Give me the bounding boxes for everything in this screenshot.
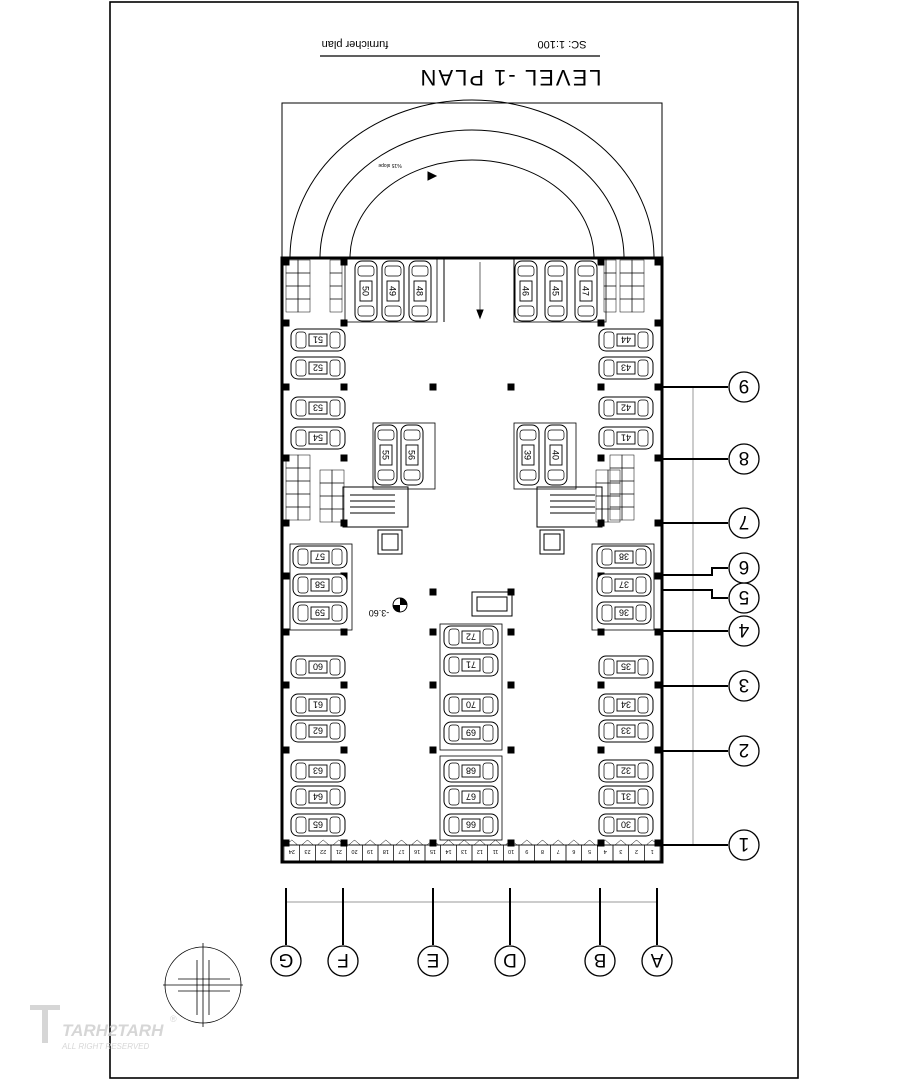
parking-number: 69 <box>465 727 477 738</box>
parking-number: 65 <box>312 819 324 830</box>
parking-number: 30 <box>620 819 632 830</box>
storage-number: 21 <box>335 848 342 854</box>
parking-number: 72 <box>465 631 477 642</box>
parking-space-40 <box>545 425 567 485</box>
storage-number: 14 <box>445 848 452 854</box>
watermark-brand: TARH2TARH <box>62 1021 164 1040</box>
parking-space-55 <box>375 425 397 485</box>
parking-number: 40 <box>550 449 561 461</box>
parking-space-45 <box>545 261 567 321</box>
svg-text:6: 6 <box>738 556 750 577</box>
parking-space-63 <box>291 760 345 782</box>
storage-room-14 <box>441 840 457 861</box>
parking-number: 37 <box>618 579 630 590</box>
parking-number: 67 <box>465 791 477 802</box>
parking-number: 41 <box>620 432 632 443</box>
plan-subtitle: furnicher plan <box>321 38 389 50</box>
svg-text:4: 4 <box>738 619 750 640</box>
storage-room-5 <box>582 840 598 861</box>
parking-space-50 <box>355 261 377 321</box>
parking-space-48 <box>409 261 431 321</box>
parking-space-32 <box>599 760 653 782</box>
parking-number: 39 <box>522 449 533 461</box>
parking-space-43 <box>599 357 653 379</box>
parking-space-33 <box>599 720 653 742</box>
watermark-logo <box>30 1005 177 1051</box>
parking-number: 50 <box>360 285 371 297</box>
parking-number: 31 <box>620 791 632 802</box>
parking-space-62 <box>291 720 345 742</box>
storage-number: 1 <box>650 848 654 854</box>
storage-room-12 <box>472 840 488 861</box>
storage-room-13 <box>456 840 472 861</box>
parking-space-61 <box>291 694 345 716</box>
svg-text:5: 5 <box>738 586 750 607</box>
parking-number: 36 <box>618 607 630 618</box>
parking-space-37 <box>597 574 651 596</box>
storage-number: 17 <box>398 848 405 854</box>
parking-space-34 <box>599 694 653 716</box>
parking-space-57 <box>293 546 347 568</box>
grid-axis-3 <box>662 671 759 701</box>
parking-number: 64 <box>312 791 324 802</box>
grid-axis-A <box>642 888 672 976</box>
sheet-border <box>110 2 798 1078</box>
parking-space-35 <box>599 656 653 678</box>
storage-number: 12 <box>476 848 483 854</box>
parking-space-31 <box>599 786 653 808</box>
svg-text:F: F <box>337 949 349 970</box>
parking-space-68 <box>444 760 498 782</box>
light-shaft <box>472 592 512 616</box>
storage-room-9 <box>519 840 535 861</box>
parking-space-53 <box>291 397 345 419</box>
storage-number: 24 <box>288 848 295 854</box>
svg-text:3: 3 <box>738 674 750 695</box>
stair-core-left <box>343 487 408 554</box>
parking-number: 43 <box>620 362 632 373</box>
parking-space-41 <box>599 427 653 449</box>
parking-number: 61 <box>312 699 324 710</box>
parking-number: 55 <box>380 449 391 461</box>
storage-number: 4 <box>603 848 607 854</box>
grid-axis-B <box>585 888 615 976</box>
storage-room-7 <box>550 840 566 861</box>
storage-room-20 <box>347 840 363 861</box>
watermark-tagline: ALL RIGHT RESERVED <box>62 1042 150 1051</box>
parking-space-59 <box>293 602 347 624</box>
storage-number: 9 <box>525 848 529 854</box>
grid-axis-9 <box>662 372 759 402</box>
storage-room-8 <box>535 840 551 861</box>
parking-space-56 <box>401 425 423 485</box>
parking-number: 70 <box>465 699 477 710</box>
parking-number: 68 <box>465 765 477 776</box>
storage-room-19 <box>362 840 378 861</box>
parking-space-72 <box>444 626 498 648</box>
parking-space-44 <box>599 329 653 351</box>
storage-number: 8 <box>540 848 545 854</box>
parking-space-49 <box>382 261 404 321</box>
parking-number: 71 <box>465 659 477 670</box>
storage-number: 18 <box>382 848 389 854</box>
parking-space-54 <box>291 427 345 449</box>
grid-axis-F <box>328 888 358 976</box>
grid-axis-E <box>418 888 448 976</box>
ramp-slope-label: %15 slope <box>378 162 402 168</box>
storage-room-23 <box>300 840 316 861</box>
parking-space-47 <box>575 261 597 321</box>
parking-space-52 <box>291 357 345 379</box>
parking-space-38 <box>597 546 651 568</box>
storage-number: 22 <box>320 848 327 854</box>
storage-room-2 <box>629 840 645 861</box>
parking-space-42 <box>599 397 653 419</box>
svg-text:D: D <box>503 949 517 970</box>
watermark-mark: ® <box>170 1014 177 1024</box>
svg-text:7: 7 <box>738 511 750 532</box>
parking-number: 33 <box>620 725 632 736</box>
parking-number: 44 <box>620 334 632 345</box>
svg-text:8: 8 <box>738 447 750 468</box>
storage-number: 2 <box>634 848 639 854</box>
parking-number: 46 <box>520 285 531 297</box>
parking-space-65 <box>291 814 345 836</box>
plan-title: LEVEL -1 PLAN <box>418 65 602 90</box>
parking-space-64 <box>291 786 345 808</box>
storage-number: 10 <box>508 848 515 854</box>
parking-space-70 <box>444 694 498 716</box>
storage-number: 6 <box>572 848 576 854</box>
storage-room-6 <box>566 840 582 861</box>
storage-number: 20 <box>351 848 358 854</box>
storage-room-22 <box>315 840 331 861</box>
storage-number: 15 <box>429 848 436 854</box>
svg-text:B: B <box>593 949 607 970</box>
parking-number: 60 <box>312 661 324 672</box>
grid-axis-4 <box>662 616 759 646</box>
svg-text:1: 1 <box>738 833 750 854</box>
grid-axis-6 <box>662 553 759 583</box>
parking-number: 63 <box>312 765 324 776</box>
grid-axis-G <box>271 888 301 976</box>
parking-number: 53 <box>312 402 324 413</box>
parking-space-71 <box>444 654 498 676</box>
parking-space-39 <box>517 425 539 485</box>
storage-room-17 <box>394 840 410 861</box>
storage-room-3 <box>613 840 629 861</box>
parking-number: 42 <box>620 402 632 413</box>
parking-number: 35 <box>620 661 632 672</box>
parking-space-66 <box>444 814 498 836</box>
parking-space-36 <box>597 602 651 624</box>
level-marker <box>369 598 407 618</box>
svg-text:E: E <box>426 949 440 970</box>
parking-number: 32 <box>620 765 632 776</box>
parking-space-58 <box>293 574 347 596</box>
parking-number: 48 <box>414 285 425 297</box>
parking-number: 62 <box>312 725 324 736</box>
parking-number: 52 <box>312 362 324 373</box>
grid-axis-1 <box>662 830 759 860</box>
parking-space-46 <box>515 261 537 321</box>
parking-space-30 <box>599 814 653 836</box>
level-mark-text: -3.60 <box>368 608 390 618</box>
storage-number: 23 <box>304 848 311 854</box>
grid-axis-7 <box>662 508 759 538</box>
parking-space-67 <box>444 786 498 808</box>
parking-space-60 <box>291 656 345 678</box>
title-block <box>320 38 601 90</box>
storage-room-18 <box>378 840 394 861</box>
plan-scale: SC: 1:100 <box>537 38 587 50</box>
parking-number: 51 <box>312 334 324 345</box>
storage-number: 7 <box>556 848 560 854</box>
parking-number: 56 <box>406 449 417 461</box>
grid-axis-5 <box>662 583 759 613</box>
parking-number: 38 <box>618 551 630 562</box>
svg-text:2: 2 <box>738 739 750 760</box>
grid-axis-D <box>495 888 525 976</box>
storage-number: 5 <box>587 848 592 854</box>
parking-space-69 <box>444 722 498 744</box>
grid-axis-2 <box>662 736 759 766</box>
parking-number: 66 <box>465 819 477 830</box>
parking-number: 58 <box>314 579 326 590</box>
parking-number: 45 <box>550 285 561 297</box>
svg-text:G: G <box>278 949 294 970</box>
svg-text:A: A <box>650 949 664 970</box>
storage-number: 13 <box>461 848 468 854</box>
parking-number: 59 <box>314 607 326 618</box>
parking-number: 34 <box>620 699 632 710</box>
storage-number: 19 <box>367 848 374 854</box>
storage-number: 11 <box>492 848 499 854</box>
svg-text:9: 9 <box>738 375 750 396</box>
parking-number: 54 <box>312 432 324 443</box>
parking-space-51 <box>291 329 345 351</box>
storage-number: 16 <box>414 848 421 854</box>
parking-number: 57 <box>314 551 326 562</box>
parking-number: 47 <box>580 285 591 297</box>
storage-room-16 <box>409 840 425 861</box>
parking-number: 49 <box>387 285 398 297</box>
grid-axis-8 <box>662 444 759 474</box>
storage-room-11 <box>488 840 504 861</box>
storage-number: 3 <box>619 848 623 854</box>
